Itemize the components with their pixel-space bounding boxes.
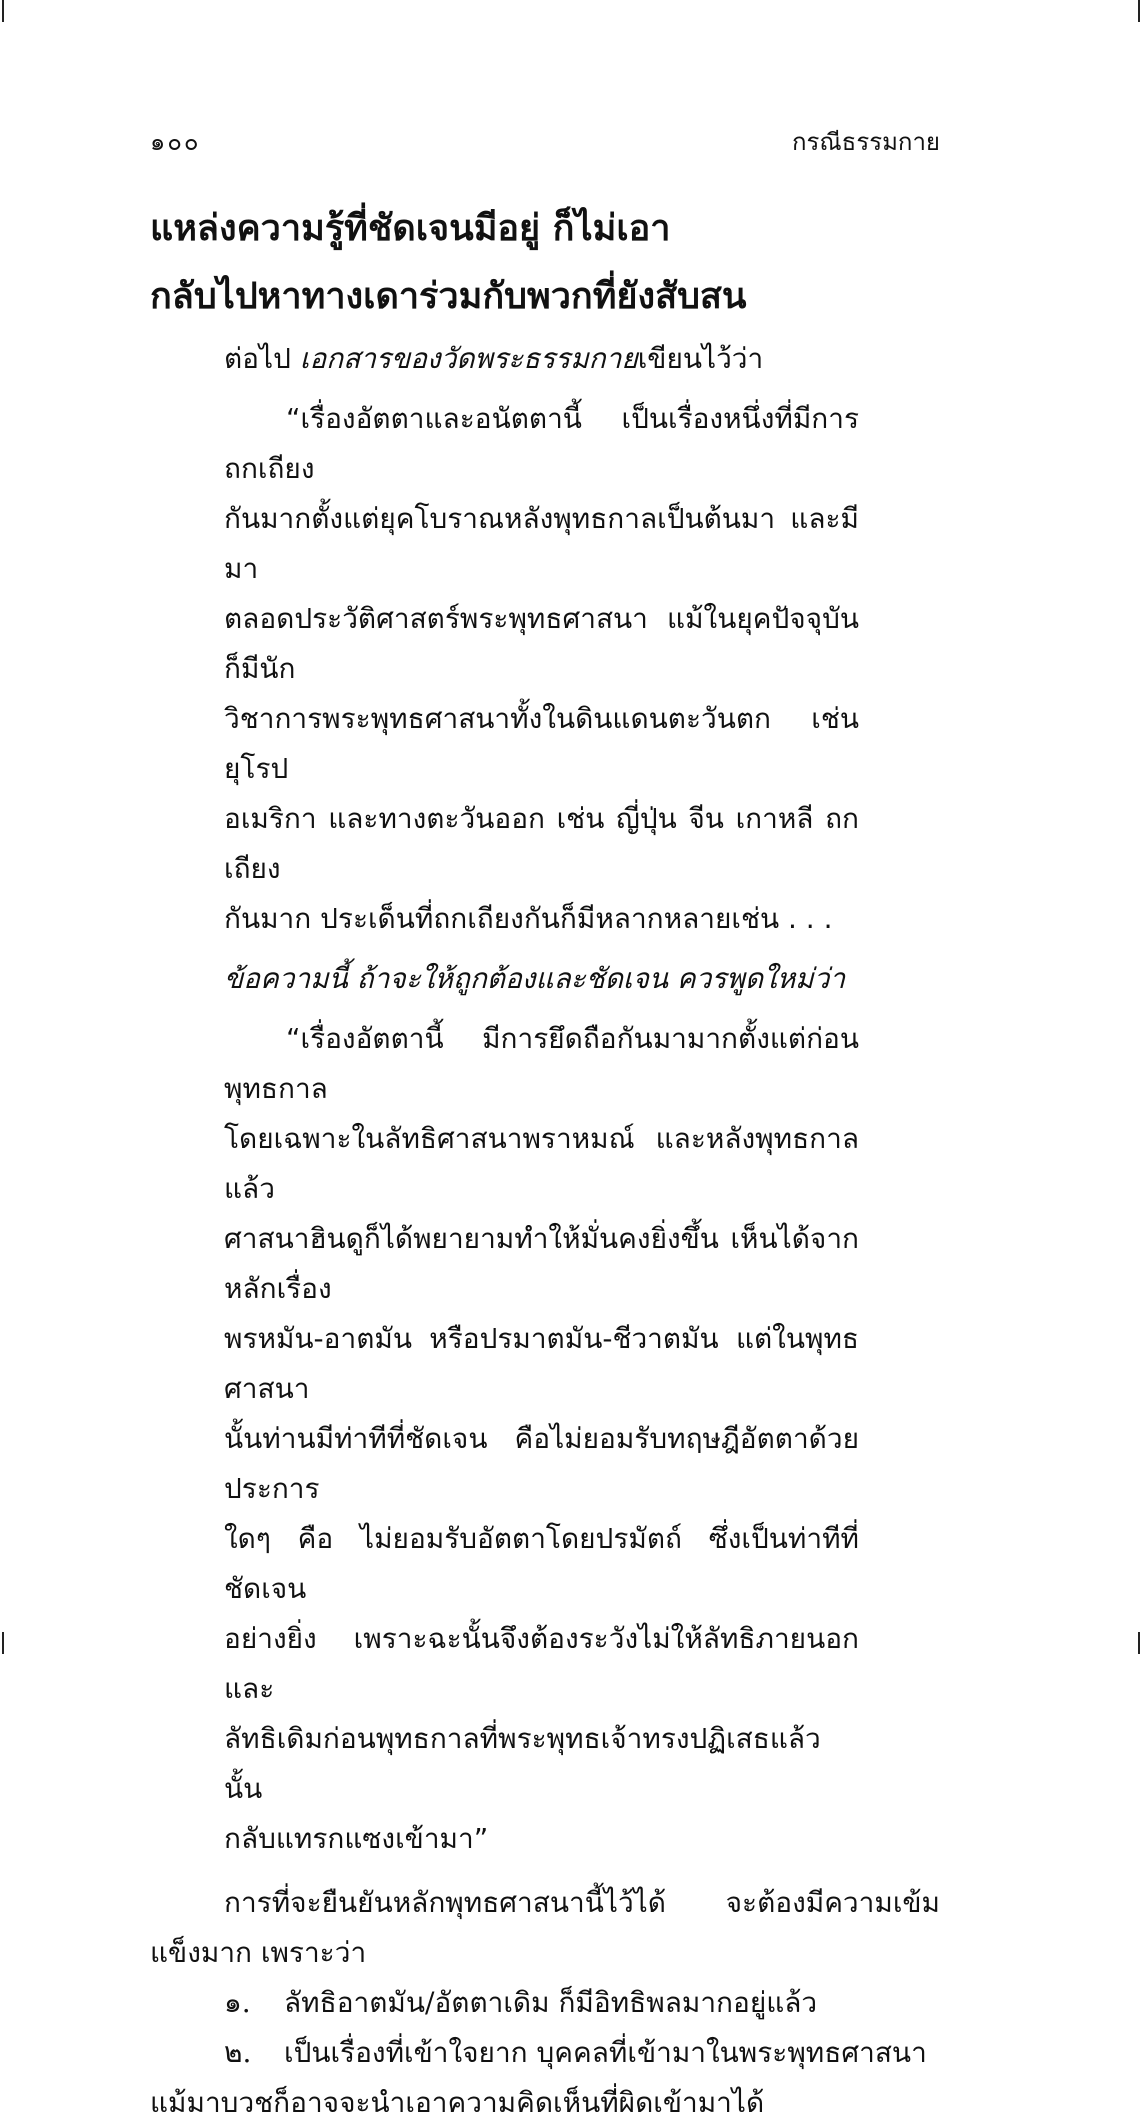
intro-prefix: ต่อไป (224, 342, 300, 375)
quote-1-line: อเมริกา และทางตะวันออก เช่น ญี่ปุ่น จีน เกาหลี ถกเถียง (224, 802, 859, 885)
list-item (224, 1978, 940, 2028)
list-text: เป็นเรื่องที่เข้าใจยาก บุคคลที่เข้ามาในพระพุทธศาสนา (284, 2036, 927, 2069)
list-number: ๑. (224, 1986, 251, 2019)
quote-1-line: “เรื่องอัตตาและอนัตตานี้ เป็นเรื่องหนึ่งที่มีการถกเถียง (224, 402, 859, 485)
crop-mark-bottom-right (1138, 1632, 1140, 1654)
book-page (150, 112, 940, 2128)
list-number: ๒. (224, 2036, 252, 2069)
quote-1 (224, 394, 859, 944)
quote-2-line: อย่างยิ่ง เพราะฉะนั้นจึงต้องระวังไม่ให้ลัทธิภายนอก และ (224, 1622, 859, 1705)
intro-line (224, 334, 940, 384)
quote-2-line: ใดๆ คือ ไม่ยอมรับอัตตาโดยปรมัตถ์ ซึ่งเป็นท่าทีที่ชัดเจน (224, 1522, 859, 1605)
quote-2-line: พรหมัน-อาตมัน หรือปรมาตมัน-ชีวาตมัน แต่ในพุทธศาสนา (224, 1322, 859, 1405)
quote-2-line: ลัทธิเดิมก่อนพุทธกาลที่พระพุทธเจ้าทรงปฏิเสธแล้วนั้น (224, 1722, 821, 1805)
body-paragraph: การที่จะยืนยันหลักพุทธศาสนานี้ไว้ได้ จะต้องมีความเข้มแข็งมาก เพราะว่า (150, 1886, 940, 1969)
heading-line-2: กลับไปหาทางเดาร่วมกับพวกที่ยังสับสน (150, 275, 747, 317)
intro-suffix: เขียนไว้ว่า (637, 342, 764, 375)
editor-note: ข้อความนี้ ถ้าจะให้ถูกต้องและชัดเจน ควรพูดใหม่ว่า (224, 962, 846, 995)
quote-1-line: ตลอดประวัติศาสตร์พระพุทธศาสนา แม้ในยุคปัจจุบันก็มีนัก (224, 602, 859, 685)
quote-2-line: ศาสนาฮินดูก็ได้พยายามทำให้มั่นคงยิ่งขึ้น เห็นได้จากหลักเรื่อง (224, 1222, 859, 1305)
running-title: กรณีธรรมกาย (791, 128, 940, 156)
running-head (150, 112, 940, 156)
quote-2 (224, 1014, 859, 1864)
heading-line-1: แหล่งความรู้ที่ชัดเจนมีอยู่ ก็ไม่เอา (150, 207, 671, 249)
crop-mark-top-right (1138, 0, 1140, 22)
quote-2-line: “เรื่องอัตตานี้ มีการยึดถือกันมามากตั้งแต่ก่อนพุทธกาล (224, 1022, 859, 1105)
continuation-line: แม้มาบวชก็อาจจะนำเอาความคิดเห็นที่ผิดเข้ามาได้ (150, 2086, 765, 2119)
quote-2-line: กลับแทรกแซงเข้ามา” (224, 1822, 489, 1855)
list-item (224, 2028, 940, 2078)
quote-2-line: นั้นท่านมีท่าทีที่ชัดเจน คือไม่ยอมรับทฤษฎีอัตตาด้วยประการ (224, 1422, 859, 1505)
quote-1-line: กันมากตั้งแต่ยุคโบราณหลังพุทธกาลเป็นต้นมา และมีมา (224, 502, 859, 585)
intro-source: เอกสารของวัดพระธรรมกาย (299, 342, 638, 375)
quote-1-line: วิชาการพระพุทธศาสนาทั้งในดินแดนตะวันตก เช่น ยุโรป (224, 702, 859, 785)
crop-mark-top-left (2, 0, 4, 22)
page-number: ๑๐๐ (150, 128, 201, 156)
quote-2-line: โดยเฉพาะในลัทธิศาสนาพราหมณ์ และหลังพุทธกาลแล้ว (224, 1122, 859, 1205)
crop-mark-bottom-left (2, 1632, 4, 1654)
section-heading (150, 194, 940, 330)
quote-1-line: กันมาก ประเด็นที่ถกเถียงกันก็มีหลากหลายเช่น . . . (224, 902, 833, 935)
list-text: ลัทธิอาตมัน/อัตตาเดิม ก็มีอิทธิพลมากอยู่แล้ว (284, 1986, 818, 2019)
